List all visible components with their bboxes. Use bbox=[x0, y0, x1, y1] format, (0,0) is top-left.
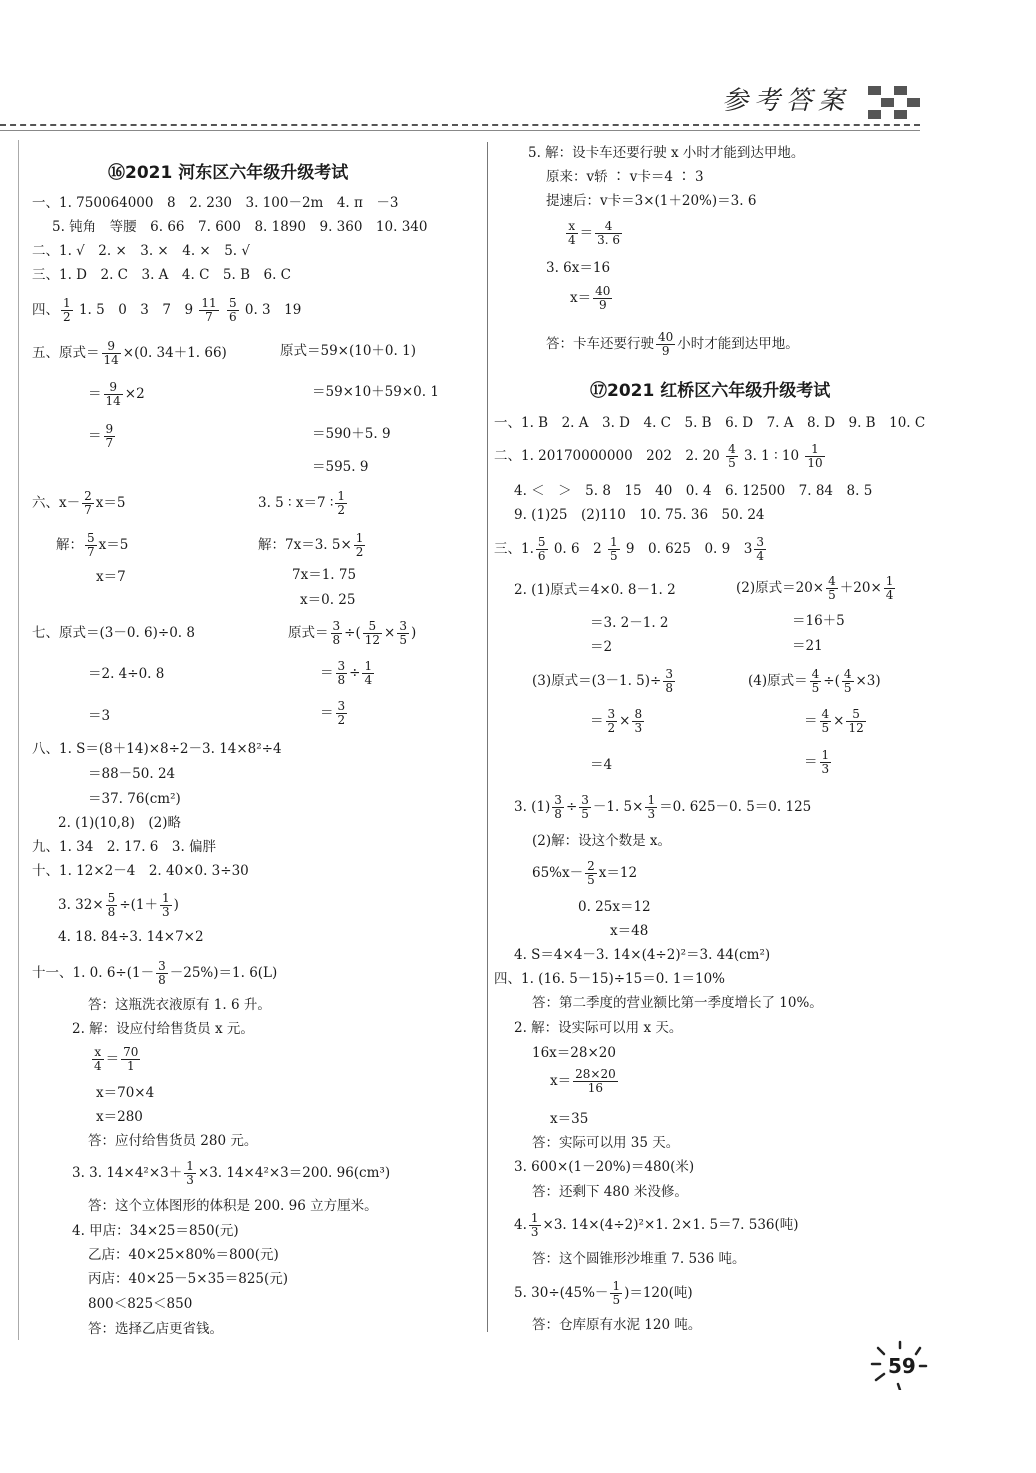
left-line: ＝59×10＋59×0. 1 bbox=[312, 384, 439, 400]
header-rule bbox=[0, 124, 920, 126]
right-line: ＝2 bbox=[590, 639, 613, 655]
right-line: (4)原式＝ $\frac{4}{5}$ ÷( $\frac{4}{5}$ ×3) bbox=[748, 667, 881, 695]
left-line: 四、 $\frac{1}{2}$ 1. 5 0 3 7 9 $\frac{11}{7}$ $\frac{5}{6}$ 0. 3 19 bbox=[32, 296, 302, 324]
right-line: 二、1. 20170000000 202 2. 20 $\frac{4}{5}$ 3. 1 ∶ 10 $\frac{1}{10}$ bbox=[494, 442, 823, 470]
left-line: 一、1. 750064000 8 2. 230 3. 100－2m 4. π －3 bbox=[32, 195, 399, 211]
left-line: x＝280 bbox=[96, 1109, 143, 1125]
right-line: ＝21 bbox=[792, 638, 823, 654]
left-line: 九、1. 34 2. 17. 6 3. 偏胖 bbox=[32, 839, 217, 855]
right-line: 答：第二季度的营业额比第一季度增长了 10%。 bbox=[532, 995, 823, 1011]
header-rule-2 bbox=[0, 130, 920, 131]
right-line: 65%x－ $\frac{2}{5}$ x＝12 bbox=[532, 859, 638, 887]
right-line: 答：还剩下 480 米没修。 bbox=[532, 1184, 688, 1200]
left-line: 六、x－ $\frac{2}{7}$ x＝5 bbox=[32, 489, 126, 517]
left-line: 丙店：40×25－5×35＝825(元) bbox=[88, 1271, 289, 1287]
right-line: ＝16＋5 bbox=[792, 613, 845, 629]
right-line: 9. (1)25 (2)110 10. 75. 36 50. 24 bbox=[514, 507, 765, 523]
left-line: ＝ $\frac{9}{7}$ bbox=[88, 422, 114, 450]
left-line: 二、1. √ 2. × 3. × 4. × 5. √ bbox=[32, 243, 250, 259]
left-line: ＝88－50. 24 bbox=[88, 766, 176, 782]
page-number: 59 bbox=[888, 1354, 916, 1378]
right-line: 原来：v轿 ∶ v卡＝4 ∶ 3 bbox=[546, 169, 704, 185]
left-line: 八、1. S＝(8＋14)×8÷2－3. 14×8²÷4 bbox=[32, 741, 282, 757]
left-line: 原式＝ $\frac{3}{8}$ ÷( $\frac{5}{12}$ × $\frac{3}{5}$ ) bbox=[288, 619, 417, 647]
right-line: 4. ＜ ＞ 5. 8 15 40 0. 4 6. 12500 7. 84 8. 5 bbox=[514, 483, 873, 499]
right-line: 答：实际可以用 35 天。 bbox=[532, 1135, 680, 1151]
right-line: 一、1. B 2. A 3. D 4. C 5. B 6. D 7. A 8. D 9. B 10. C bbox=[494, 415, 926, 431]
left-edge-rule bbox=[18, 140, 19, 1340]
left-line: 解：7x＝3. 5× $\frac{1}{2}$ bbox=[258, 531, 364, 559]
right-line: ＝ $\frac{3}{2}$ × $\frac{8}{3}$ bbox=[590, 707, 643, 735]
left-line: 答：这瓶洗衣液原有 1. 6 升。 bbox=[88, 997, 271, 1013]
left-line: 答：这个立体图形的体积是 200. 96 立方厘米。 bbox=[88, 1198, 378, 1214]
left-line: ＝590＋5. 9 bbox=[312, 426, 391, 442]
left-line: 4. 18. 84÷3. 14×7×2 bbox=[58, 929, 204, 945]
left-line: 七、原式＝(3－0. 6)÷0. 8 bbox=[32, 625, 195, 641]
left-line: 十一、1. 0. 6÷(1－ $\frac{3}{8}$ －25%)＝1. 6(L) bbox=[32, 959, 278, 987]
right-line: 4. $\frac{1}{3}$ ×3. 14×(4÷2)²×1. 2×1. 5＝7. 536(吨) bbox=[514, 1211, 799, 1239]
right-line: x＝48 bbox=[610, 923, 649, 939]
right-line: 三、1. $\frac{5}{6}$ 0. 6 2 $\frac{1}{5}$ 9 0. 625 0. 9 3 $\frac{3}{4}$ bbox=[494, 535, 764, 563]
right-line: (2)解：设这个数是 x。 bbox=[532, 833, 672, 849]
left-section-heading: ⑯2021 河东区六年级升级考试 bbox=[108, 163, 349, 183]
left-line: ＝2. 4÷0. 8 bbox=[88, 666, 165, 682]
left-line: 答：选择乙店更省钱。 bbox=[88, 1321, 223, 1337]
right-line: ＝4 bbox=[590, 757, 613, 773]
left-line: ＝595. 9 bbox=[312, 459, 369, 475]
right-line: ＝ $\frac{1}{3}$ bbox=[804, 748, 830, 776]
right-line: 5. 30÷(45%－ $\frac{1}{5}$ )＝120(吨) bbox=[514, 1279, 693, 1307]
checker-decoration bbox=[868, 86, 924, 120]
left-line: x＝7 bbox=[96, 569, 126, 585]
left-line: 3. 32× $\frac{5}{8}$ ÷(1＋ $\frac{1}{3}$ ) bbox=[58, 891, 179, 919]
left-line: 2. 解：设应付给售货员 x 元。 bbox=[72, 1021, 254, 1037]
left-line: ＝37. 76(cm²) bbox=[88, 791, 181, 807]
left-line: $\frac{x}{4}$ ＝ $\frac{70}{1}$ bbox=[94, 1045, 139, 1073]
right-line: (3)原式＝(3－1. 5)÷ $\frac{3}{8}$ bbox=[532, 667, 673, 695]
right-line: 0. 25x＝12 bbox=[578, 899, 651, 915]
right-line: 2. 解：设实际可以用 x 天。 bbox=[514, 1020, 683, 1036]
right-line: 3. 6x＝16 bbox=[546, 260, 611, 276]
left-line: 解： $\frac{5}{7}$ x＝5 bbox=[56, 531, 129, 559]
left-line: ＝ $\frac{3}{2}$ bbox=[320, 699, 346, 727]
left-line: x＝0. 25 bbox=[300, 592, 356, 608]
right-line: x＝ $\frac{40}{9}$ bbox=[570, 284, 611, 312]
right-line: x＝35 bbox=[550, 1111, 589, 1127]
right-line: 答：卡车还要行驶 $\frac{40}{9}$ 小时才能到达甲地。 bbox=[546, 330, 799, 358]
left-line: 三、1. D 2. C 3. A 4. C 5. B 6. C bbox=[32, 267, 292, 283]
left-line: 800＜825＜850 bbox=[88, 1296, 193, 1312]
right-line: 3. 600×(1－20%)＝480(米) bbox=[514, 1159, 695, 1175]
left-line: x＝70×4 bbox=[96, 1085, 155, 1101]
left-line: ＝ $\frac{9}{14}$ ×2 bbox=[88, 380, 145, 408]
right-line: 四、1. (16. 5－15)÷15＝0. 1＝10% bbox=[494, 971, 725, 987]
left-line: 2. (1)(10,8) (2)略 bbox=[58, 815, 182, 831]
right-line: 答：这个圆锥形沙堆重 7. 536 吨。 bbox=[532, 1251, 746, 1267]
right-line: 2. (1)原式＝4×0. 8－1. 2 bbox=[514, 582, 676, 598]
right-line: (2)原式＝20× $\frac{4}{5}$ ＋20× $\frac{1}{4}$ bbox=[736, 574, 894, 602]
right-line: 3. (1) $\frac{3}{8}$ ÷ $\frac{3}{5}$ －1. 5× $\frac{1}{3}$ ＝0. 625－0. 5＝0. 125 bbox=[514, 793, 812, 821]
right-section-heading: ⑰2021 红桥区六年级升级考试 bbox=[590, 381, 831, 401]
left-line: 十、1. 12×2－4 2. 40×0. 3÷30 bbox=[32, 863, 249, 879]
left-line: 五、原式＝ $\frac{9}{14}$ ×(0. 34＋1. 66) bbox=[32, 339, 227, 367]
header-title: 参考答案 bbox=[722, 86, 851, 116]
left-line: 答：应付给售货员 280 元。 bbox=[88, 1133, 258, 1149]
left-line: 5. 钝角 等腰 6. 66 7. 600 8. 1890 9. 360 10. 340 bbox=[52, 219, 428, 235]
column-divider bbox=[487, 142, 488, 1332]
left-line: 4. 甲店：34×25＝850(元) bbox=[72, 1223, 239, 1239]
left-line: 3. 3. 14×4²×3＋ $\frac{1}{3}$ ×3. 14×4²×3＝200. 96(cm³) bbox=[72, 1159, 391, 1187]
right-line: 答：仓库原有水泥 120 吨。 bbox=[532, 1317, 702, 1333]
left-line: ＝ $\frac{3}{8}$ ÷ $\frac{1}{4}$ bbox=[320, 659, 373, 687]
right-line: ＝3. 2－1. 2 bbox=[590, 615, 669, 631]
right-line: 提速后：v卡＝3×(1＋20%)＝3. 6 bbox=[546, 193, 757, 209]
right-line: 4. S＝4×4－3. 14×(4÷2)²＝3. 44(cm²) bbox=[514, 947, 771, 963]
right-line: x＝ $\frac{28\times 20}{16}$ bbox=[550, 1067, 616, 1095]
left-line: ＝3 bbox=[88, 708, 111, 724]
right-line: 16x＝28×20 bbox=[532, 1045, 616, 1061]
left-line: 原式＝59×(10＋0. 1) bbox=[280, 343, 416, 359]
right-line: 5. 解：设卡车还要行驶 x 小时才能到达甲地。 bbox=[528, 145, 805, 161]
left-line: 7x＝1. 75 bbox=[292, 567, 357, 583]
left-line: 3. 5 ∶ x＝7 ∶ $\frac{1}{2}$ bbox=[258, 489, 346, 517]
left-line: 乙店：40×25×80%＝800(元) bbox=[88, 1247, 279, 1263]
right-line: $\frac{x}{4}$ ＝ $\frac{4}{3. 6}$ bbox=[568, 219, 621, 247]
right-line: ＝ $\frac{4}{5}$ × $\frac{5}{12}$ bbox=[804, 707, 864, 735]
